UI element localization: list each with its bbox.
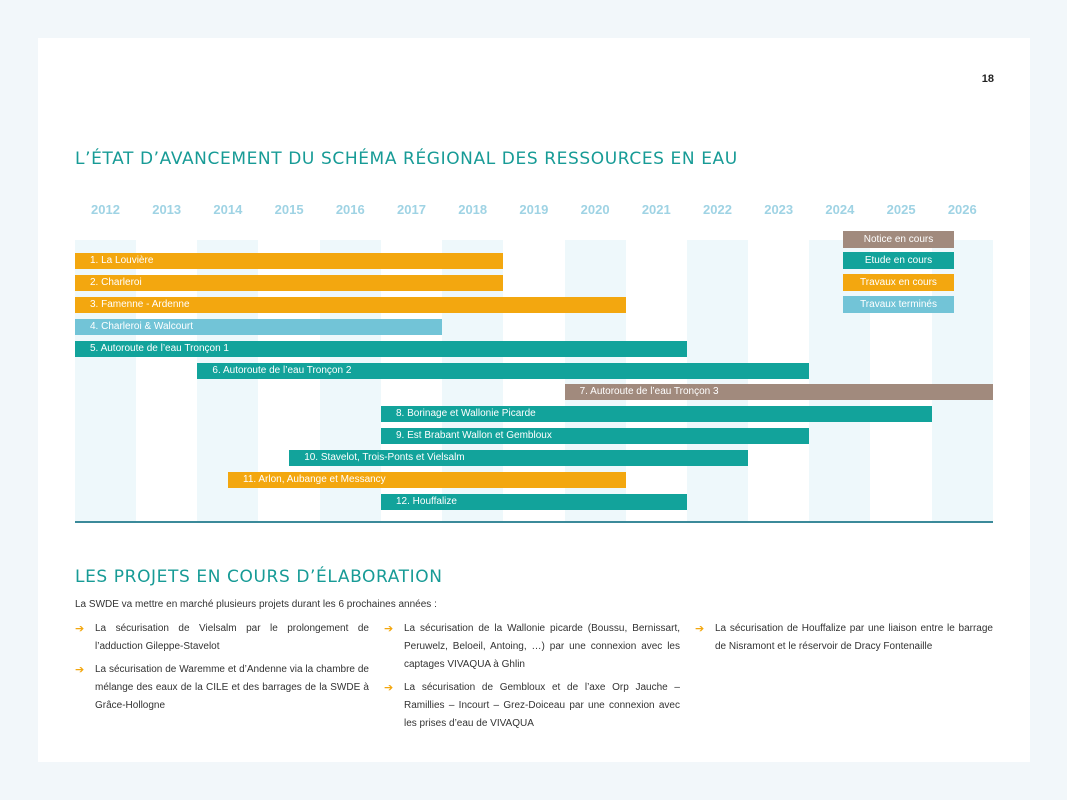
- year-label-2015: 2015: [274, 202, 304, 217]
- year-label-2017: 2017: [397, 202, 426, 217]
- gantt-bar-3: 3. Famenne - Ardenne: [75, 297, 626, 313]
- year-label-2023: 2023: [764, 202, 794, 217]
- arrow-icon: ➔: [75, 664, 85, 676]
- gantt-bar-1: 1. La Louvière: [75, 253, 503, 269]
- project-item: [695, 620, 993, 656]
- year-label-2012: 2012: [91, 202, 120, 217]
- year-label-2025: 2025: [886, 202, 916, 217]
- year-label-2018: 2018: [458, 202, 488, 217]
- gantt-bar-9: 9. Est Brabant Wallon et Gembloux: [381, 428, 809, 444]
- gantt-bar-11: 11. Arlon, Aubange et Messancy: [228, 472, 626, 488]
- gantt-bar-2: 2. Charleroi: [75, 275, 503, 291]
- legend-notice: Notice en cours: [843, 231, 954, 248]
- year-label-2022: 2022: [703, 202, 732, 217]
- year-label-2024: 2024: [825, 202, 855, 217]
- project-text: La sécurisation de Gembloux et de l’axe Orp Jauche – Ramillies – Incourt – Grez-Doiceau par une connexion avec les prises d’eau de VIVAQUA: [404, 682, 680, 729]
- year-label-2019: 2019: [519, 202, 549, 217]
- report-page: [38, 38, 1030, 762]
- project-text: La sécurisation de la Wallonie picarde (Boussu, Bernissart, Peruwelz, Beloeil, Antoing, …) par une connexion avec les captages VIVAQUA à Ghlin: [404, 623, 680, 670]
- year-label-2013: 2013: [152, 202, 182, 217]
- gantt-bar-6: 6. Autoroute de l’eau Tronçon 2: [197, 363, 809, 379]
- page-number: 18: [981, 73, 994, 85]
- gantt-bar-8: 8. Borinage et Wallonie Picarde: [381, 406, 932, 422]
- projects-column-3: [695, 620, 993, 661]
- year-label-2020: 2020: [580, 202, 610, 217]
- arrow-icon: ➔: [384, 623, 394, 635]
- gantt-bar-5: 5. Autoroute de l’eau Tronçon 1: [75, 341, 687, 357]
- project-item: [75, 620, 369, 656]
- project-item: [384, 620, 680, 674]
- projects-column-2: [384, 620, 680, 738]
- project-text: La sécurisation de Vielsalm par le prolongement de l’adduction Gileppe-Stavelot: [95, 623, 369, 652]
- gantt-bar-7: 7. Autoroute de l’eau Tronçon 3: [565, 384, 993, 400]
- project-item: [75, 661, 369, 715]
- timeline-heading: L’ÉTAT D’AVANCEMENT DU SCHÉMA RÉGIONAL DES RESSOURCES EN EAU: [75, 149, 738, 169]
- timeline-baseline: [75, 521, 993, 523]
- gantt-bar-4: 4. Charleroi & Walcourt: [75, 319, 442, 335]
- gantt-bar-12: 12. Houffalize: [381, 494, 687, 510]
- project-text: La sécurisation de Waremme et d’Andenne via la chambre de mélange des eaux de la CILE et des barrages de la SWDE à Grâce-Hollogne: [95, 664, 369, 711]
- year-label-2021: 2021: [641, 202, 671, 217]
- year-label-2026: 2026: [947, 202, 977, 217]
- project-text: La sécurisation de Houffalize par une liaison entre le barrage de Nisramont et le réservoir de Dracy Fontenaille: [715, 623, 993, 652]
- arrow-icon: ➔: [695, 623, 705, 635]
- projects-column-1: [75, 620, 369, 720]
- project-item: [384, 679, 680, 733]
- arrow-icon: ➔: [384, 682, 394, 694]
- gantt-bar-10: 10. Stavelot, Trois-Ponts et Vielsalm: [289, 450, 748, 466]
- projects-heading: LES PROJETS EN COURS D’ÉLABORATION: [75, 567, 443, 587]
- legend-travaux-en-cours: Travaux en cours: [843, 274, 954, 291]
- arrow-icon: ➔: [75, 623, 85, 635]
- projects-intro: La SWDE va mettre en marché plusieurs projets durant les 6 prochaines années :: [75, 599, 437, 610]
- year-column-stripe: [687, 240, 748, 521]
- year-label-2016: 2016: [335, 202, 365, 217]
- legend-etude: Etude en cours: [843, 252, 954, 269]
- year-label-2014: 2014: [213, 202, 243, 217]
- legend-travaux-termines: Travaux terminés: [843, 296, 954, 313]
